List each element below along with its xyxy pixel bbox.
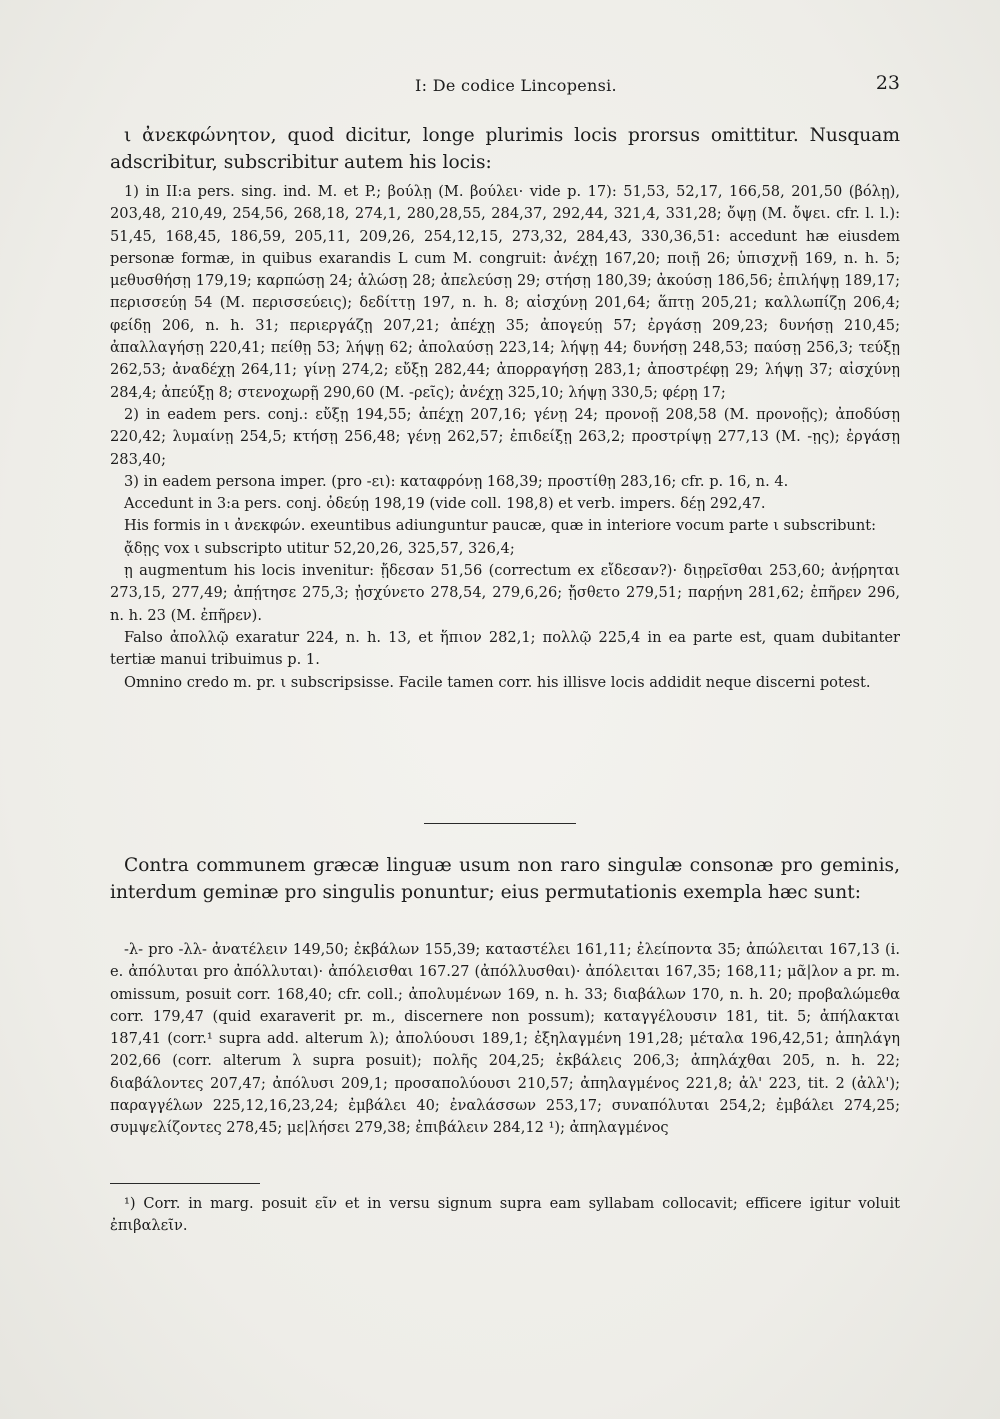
list-item-second-person-conjunctive: 2) in eadem pers. conj.: εὔξῃ 194,55; ἀπέχῃ 207,16; γένῃ 24; προνοῇ 208,58 (M. προνοῇς); ἀποδύσῃ 220,42; λυμαίνῃ 254,5; κτήσῃ 256,48; γένῃ 262,57; ἐπιδείξῃ 263,2; προστρίψῃ 277,13 (M. -ῃς); ἐργάσῃ 283,40; — [110, 405, 900, 468]
footnote — [110, 1193, 900, 1238]
examples-paragraph — [110, 939, 900, 1140]
page-number: 23 — [875, 72, 900, 94]
entry-augment: ῃ augmentum his locis invenitur: ᾔδεσαν 51,56 (correctum ex εἴδεσαν?)· διῃρεῖσθαι 253,60; ἀνῄρηται 273,15, 277,49; ἀπῄτησε 275,3; ᾐσχύνετο 278,54, 279,6,26; ᾔσθετο 279,51; παρῄνη 281,62; ἐπῆρεν 296, n. h. 23 (M. ἐπῆρεν). — [110, 562, 900, 624]
paragraph-interior-forms: His formis in ι ἀνεκφών. exeuntibus adiunguntur paucæ, quæ in interiore vocum parte ι subscribunt: — [124, 517, 877, 535]
examples-text: -λ- pro -λλ- ἀνατέλειν 149,50; ἐκβάλων 155,39; καταστέλει 161,11; ἐλείποντα 35; ἀπώλειται 167,13 (i. e. ἀπόλυται pro ἀπόλλυται)· ἀπόλεισθαι 167.27 (ἀπόλλυσθαι)· ἀπόλειται 167,35; 168,11; μᾶ|λον a pr. m. omissum, posuit corr. 168,40; cfr. coll.; ἀπολυμένων 169, n. h. 33; διαβάλων 170, n. h. 20; προβαλώμεθα corr. 179,47 (quid exaraverit pr. m., discernere non possum); καταγγέλουσιν 181, tit. 5; ἀπήλακται 187,41 (corr.¹ supra add. alterum λ); ἀπολύουσι 189,1; ἐξηλαγμένη 191,28; μέταλα 196,42,51; ἀπηλάγη 202,66 (corr. alterum λ supra posuit); πολῆς 204,25; ἐκβάλεις 206,3; ἀπηλάχθαι 205, n. h. 22; διαβάλοντες 207,47; ἀπόλυσι 209,1; προσαπολύουσι 210,57; ἀπηλαγμένος 221,8; ἀλ' 223, tit. 2 (ἀλλ'); παραγγέλων 225,12,16,23,24; ἐμβάλει 40; ἐναλάσσων 253,17; συναπόλυται 254,2; ἐμβάλει 274,25; συμψελίζοντες 278,45; με|λήσει 279,38; ἐπιβάλειν 284,12 ¹); ἀπηλαγμένος — [110, 941, 900, 1137]
footnote-text: ¹) Corr. in marg. posuit εῖν et in versu signum supra eam syllabam collocavit; efficere igitur voluit ἐπιβαλεῖν. — [110, 1195, 900, 1235]
section-divider — [424, 823, 576, 824]
paragraph-third-person: Accedunt in 3:a pers. conj. ὀδεύῃ 198,19 (vide coll. 198,8) et verb. impers. δέῃ 292,47. — [124, 495, 766, 513]
list-item-imperative: 3) in eadem persona imper. (pro -ει): καταφρόνῃ 168,39; προστίθῃ 283,16; cfr. p. 16, n. 4. — [124, 472, 789, 490]
footnote-divider — [110, 1183, 260, 1184]
list-item-second-person-indicative: 1) in II:a pers. sing. ind. M. et P.; βούλῃ (M. βούλει· vide p. 17): 51,53, 52,17, 166,58, 201,50 (βόλῃ), 203,48, 210,49, 254,56, 268,18, 274,1, 280,28,55, 284,37, 292,44, 321,4, 331,28; ὄψῃ (M. ὄψει. cfr. l. l.): 51,45, 168,45, 186,59, 205,11, 209,26, 254,12,15, 273,32, 284,43, 330,36,51: accedunt hæ eiusdem personæ formæ, in quibus exarandis L cum M. congruit: ἀνέχῃ 167,20; ποιῇ 26; ὑπισχνῇ 169, n. h. 5; μεθυσθήσῃ 179,19; καρπώσῃ 24; ἁλώσῃ 28; ἀπελεύσῃ 29; στήσῃ 180,39; ἀκούσῃ 186,56; ἐπιλήψῃ 189,17; περισσεύῃ 54 (M. περισσεύεις); δεδίττῃ 197, n. h. 8; αἰσχύνῃ 201,64; ἅπτῃ 205,21; καλλωπίζῃ 206,4; φείδῃ 206, n. h. 31; περιεργάζῃ 207,21; ἀπέχῃ 35; ἀπογεύῃ 57; ἐργάσῃ 209,23; δυνήσῃ 210,45; ἀπαλλαγήσῃ 220,41; πείθῃ 53; λήψῃ 62; ἀπολαύσῃ 223,14; λήψῃ 44; δυνήσῃ 248,53; παύσῃ 256,3; τεύξῃ 262,53; ἀναδέχῃ 264,11; γίνῃ 274,2; εὔξῃ 282,44; ἀπορραγήσῃ 283,1; ἀποστρέφῃ 29; λήψῃ 37; αἰσχύνῃ 284,4; ἀπεύξῃ 8; στενοχωρῇ 290,60 (M. -ρεῖς); ἀνέχῃ 325,10; λήψῃ 330,5; φέρῃ 17; — [110, 183, 901, 401]
consonant-intro-text: Contra communem græcæ linguæ usum non raro singulæ consonæ pro geminis, interdum geminæ pro singulis ponuntur; eius permutationis exempla hæc sunt: — [110, 855, 900, 903]
paragraph-falso: Falso ἀπολλῷ exaratur 224, n. h. 13, et ἥπιον 282,1; πολλῷ 225,4 in ea parte est, quam dubitanter tertiæ manui tribuimus p. 1. — [110, 628, 900, 669]
paragraph-omnino: Omnino credo m. pr. ι subscripsisse. Facile tamen corr. his illisve locis addidit neque discerni potest. — [124, 673, 871, 691]
iota-subscript-section — [110, 181, 900, 694]
intro-text: ι ἀνεκφώνητον, quod dicitur, longe plurimis locis prorsus omittitur. Nusquam adscribitur, subscribitur autem his locis: — [110, 125, 900, 173]
entry-adeis: ᾄδῃς vox ι subscripto utitur 52,20,26, 325,57, 326,4; — [124, 539, 515, 557]
running-title: I: De codice Lincopensi. — [415, 76, 617, 95]
consonant-paragraph — [110, 853, 900, 906]
intro-paragraph — [110, 123, 900, 176]
running-head — [110, 72, 900, 100]
